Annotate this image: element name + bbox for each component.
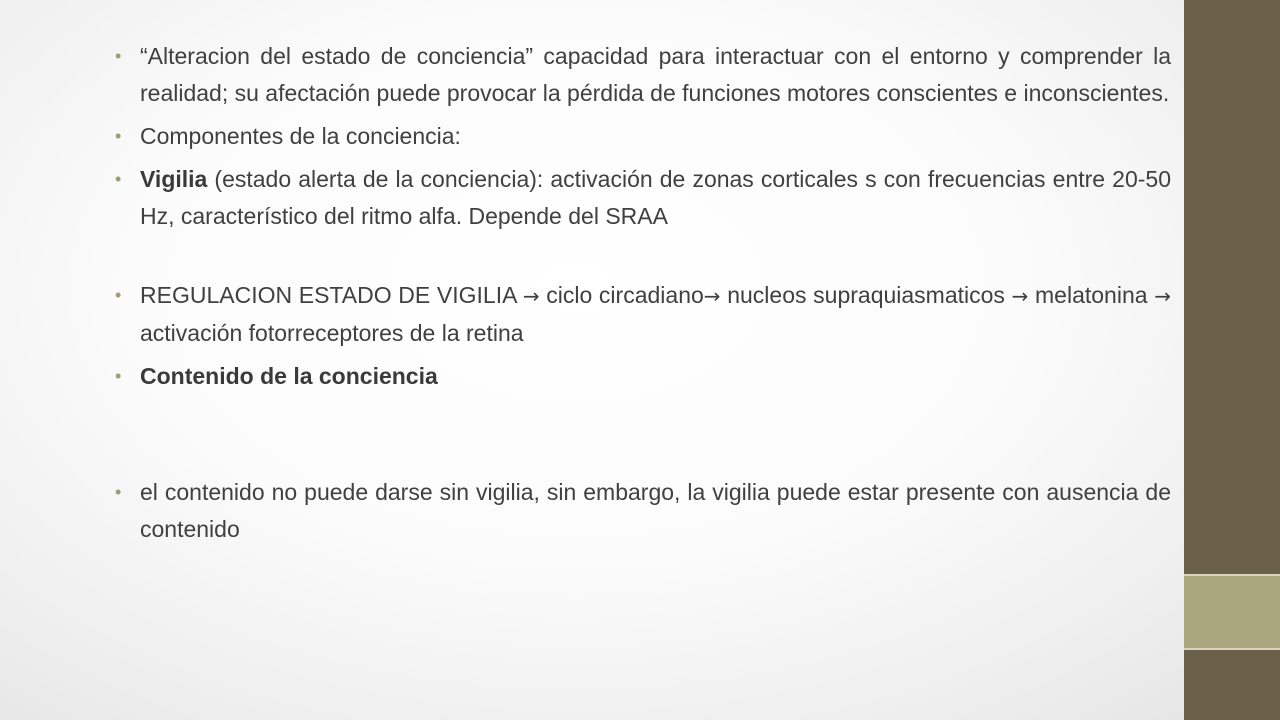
bullet-part: ciclo circadiano: [539, 282, 704, 308]
side-accent-block: [1184, 576, 1280, 648]
arrow-icon: →: [522, 284, 540, 308]
bullet-bold-term: Vigilia: [140, 166, 208, 192]
bullet-componentes: [115, 118, 1171, 155]
arrow-icon: →: [703, 284, 721, 308]
bullet-part: nucleos supraquiasmaticos: [720, 282, 1012, 308]
arrow-icon: →: [1011, 284, 1029, 308]
bullet-alteracion: [115, 38, 1171, 112]
bullet-contenido: [115, 358, 1171, 395]
slide-content: [115, 38, 1171, 548]
bullet-vigilia: [115, 161, 1171, 235]
bullet-text: (estado alerta de la conciencia): activación de zonas corticales s con frecuencias entre 20-50 Hz, característico del ritmo alfa. Depende del SRAA: [140, 166, 1171, 229]
bullet-part: REGULACION ESTADO DE VIGILIA: [140, 282, 523, 308]
arrow-icon: →: [1154, 284, 1171, 308]
bullet-part: activación fotorreceptores de la retina: [140, 320, 524, 346]
side-divider-bottom: [1184, 648, 1280, 650]
bullet-bold-term: Contenido de la conciencia: [140, 363, 438, 389]
bullet-part: melatonina: [1028, 282, 1155, 308]
bullet-text: “Alteracion del estado de conciencia” capacidad para interactuar con el entorno y comprender la realidad; su afectación puede provocar la pérdida de funciones motores conscientes e inconscientes.: [140, 43, 1171, 106]
bullet-el-contenido: [115, 474, 1171, 548]
bullet-text: el contenido no puede darse sin vigilia, sin embargo, la vigilia puede estar presente con ausencia de contenido: [140, 479, 1171, 542]
bullet-text: Componentes de la conciencia:: [140, 123, 461, 149]
bullet-regulacion: [115, 277, 1171, 352]
